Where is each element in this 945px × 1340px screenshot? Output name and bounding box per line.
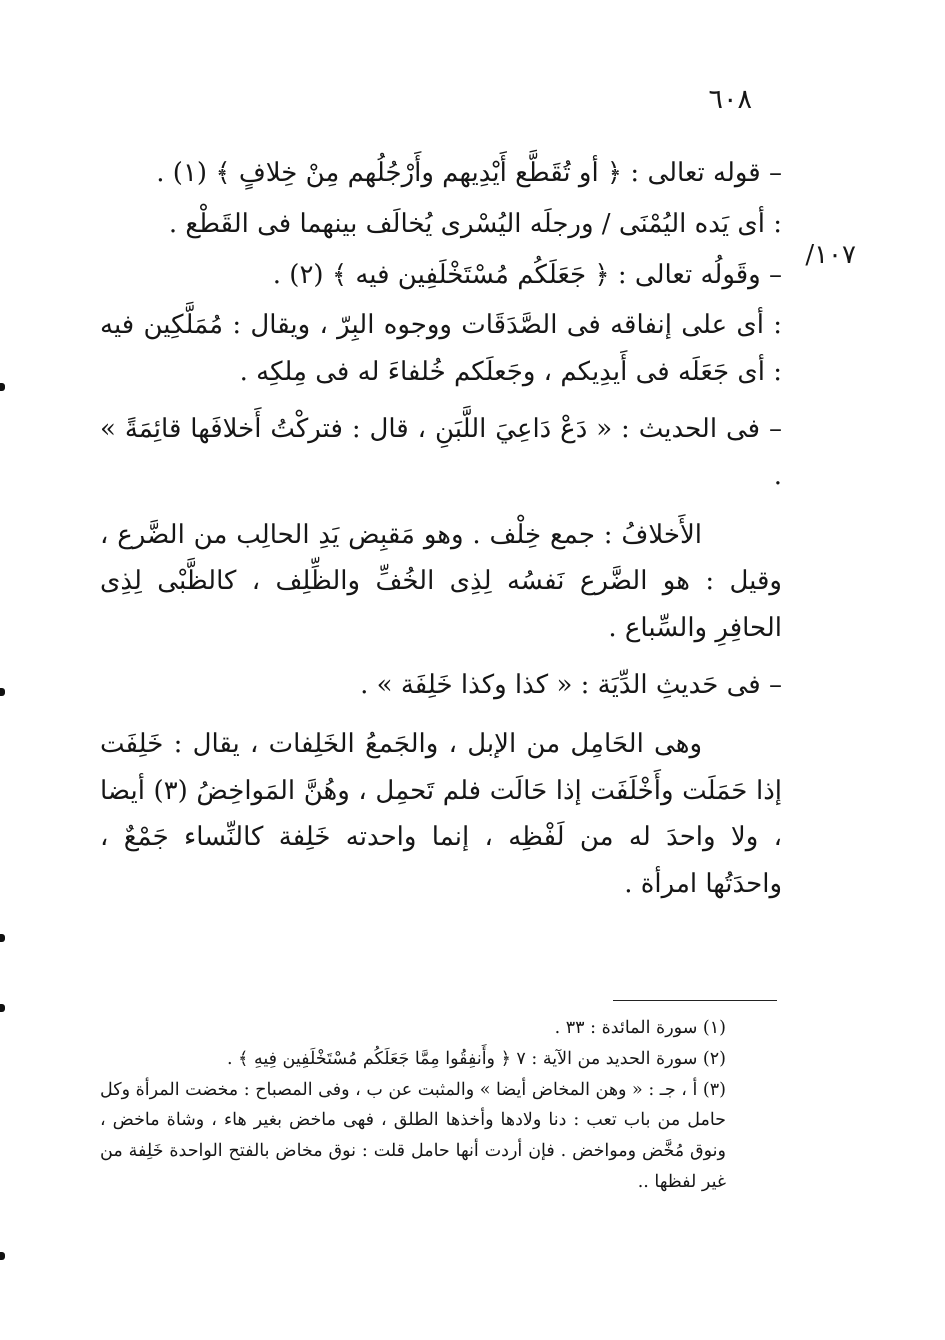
paragraph: – قوله تعالى : ﴿ أو تُقَطَّع أَيْدِيهم وأَرْجُلُهم مِنْ خِلافٍ ﴾ (١) .: [156, 158, 782, 188]
footnote: (٢) سورة الحديد من الآية : ٧ ﴿ وأَنفِقُوا مِمَّا جَعَلَكُم مُسْتَخْلَفِين فِيهِ ﴾ .: [227, 1048, 726, 1069]
footnotes: [100, 1013, 782, 1198]
footnote: (٣) أ ، جـ : « وهن المخاض أيضا » والمثبت عن ب ، وفى المصباح : مخضت المرأة وكل حامل من باب تعب : دنا ولادها وأخذها الطلق ، فهى ماخض بغير هاء ، وشاة ماخض ، ونوق مُخَّض ومواخض . فإن أردت أنها حامل قلت : نوق مخاض بالفتح الواحدة خَلِفة من غير لفظها ..: [99, 1079, 726, 1192]
footnote-separator: [613, 1000, 777, 1001]
scan-edge-mark: [0, 1004, 5, 1012]
paragraph: : أى على إنفاقه فى الصَّدَقَات ووجوه البِرّ ، ويقال : مُمَلَّكِين فيه : أى جَعَلَه فى أَيدِيكم ، وجَعلَكم خُلفاءَ له فى مِلكِه .: [100, 310, 782, 388]
margin-reference: ١٠٧/: [805, 240, 856, 270]
footnote: (١) سورة المائدة : ٣٣ .: [554, 1018, 726, 1038]
scan-edge-mark: [0, 1252, 5, 1260]
scan-edge-mark: [0, 383, 5, 391]
main-text: [100, 150, 782, 912]
paragraph: : أى يَده اليُمْنَى / ورجلَه اليُسْرى يُخالَف بينهما فى القَطْع .: [168, 208, 782, 239]
paragraph: – فى الحديث : « دَعْ دَاعِيَ اللَّبَنِ ، قال : فتركْتُ أَخلافَها قائِمَةً » .: [100, 413, 782, 491]
paragraph: الأَخلافُ : جمع خِلْف . وهو مَقبِض يَدِ الحالِب من الضَّرع ، وقيل : هو الضَّرع نَفسُه لِذِى الخُفِّ والظِّلِف ، كالظَّبْى لِذِى الحافِرِ والسِّباع .: [100, 519, 782, 644]
paragraph: – فى حَديثِ الدِّيَة : « كذا وكذا خَلِفَة » .: [360, 669, 782, 700]
page-number: ٦٠٨: [708, 84, 752, 115]
scan-edge-mark: [0, 688, 5, 696]
paragraph: وهى الحَامِل من الإبل ، والجَمعُ الخَلِفات ، يقال : خَلِفَت إذا حَمَلَت وأَخْلَفَت إذا حَالَت فلم تَحمِل ، وهُنَّ المَواخِضُ (٣) أيضا ، ولا واحدَ له من لَفْظِه ، إنما واحدته خَلِفة كالنِّساء جَمْعٌ ، واحدَتُها امرأة .: [100, 728, 782, 900]
scan-edge-mark: [0, 934, 5, 942]
paragraph: – وقَولُه تعالى : ﴿ جَعَلَكُم مُسْتَخْلَفِين فيه ﴾ (٢) .: [272, 259, 782, 290]
